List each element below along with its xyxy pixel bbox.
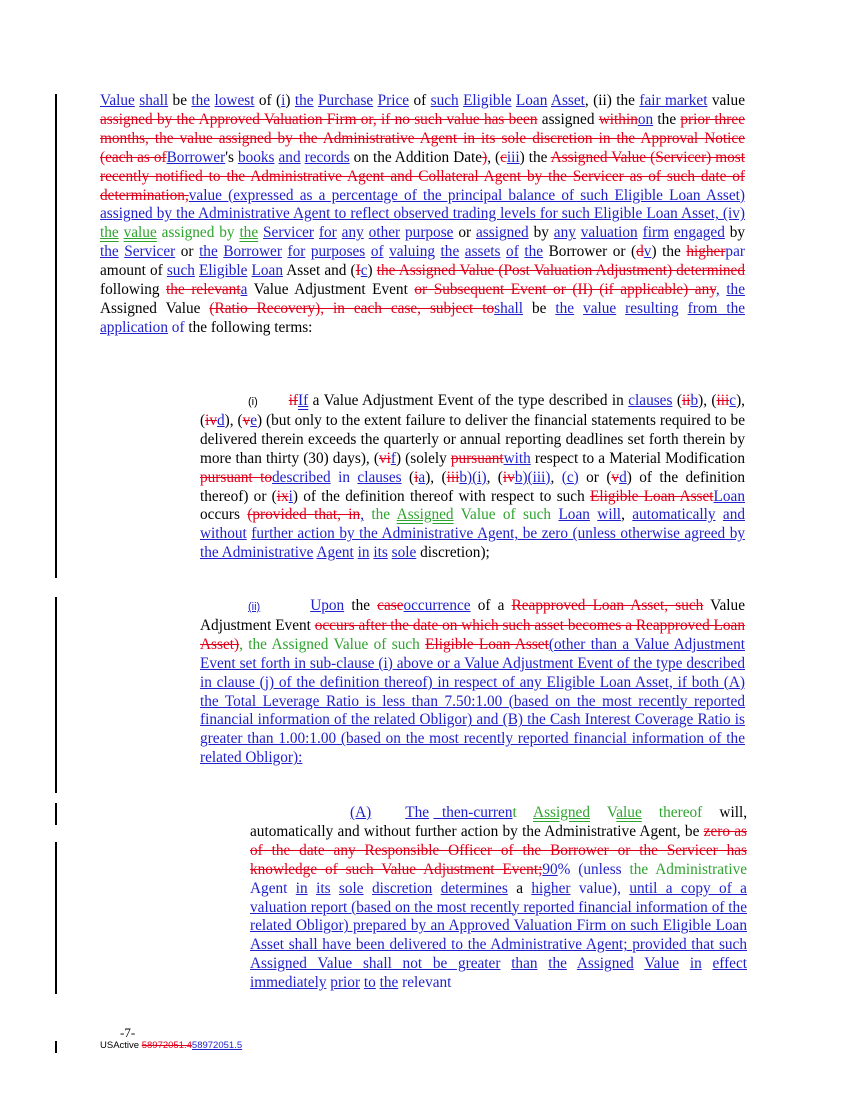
item-number: (i) — [248, 396, 258, 408]
document-id — [100, 1040, 242, 1051]
list-item: (i) ifIf a Value Adjustment Event of the type described in clauses (iib), (iiic), (ivd), (ve) (but only to the extent failure to deliver the financial statements required to be delivered therein exceeds the quarterly or annual reporting deadlines set forth therein by more than thirty (30) days), (vif) (solely pursuantwith respect to a Material Modification pursuant todescribed in clauses (ia), (iiib)(i), (ivb)(iii), (c) or (vd) of the definition thereof) or (ixi) of the definition thereof with respect to such Eligible Loan AssetLoan occurs (provided that, in, the Assigned Value of such Loan will, automatically and without further action by the Administrative Agent, be zero (unless otherwise agreed by the Administrative Agent in its sole discretion); — [200, 392, 746, 562]
doc-id-prefix: USActive — [100, 1040, 140, 1051]
doc-id-old: 58972051.4 — [141, 1040, 192, 1051]
doc-id-new: 58972051.5 — [191, 1040, 243, 1051]
change-bar — [55, 1041, 57, 1053]
change-bar — [55, 392, 57, 578]
change-bar — [55, 842, 57, 994]
sub-list-item: (A) The then-current Assigned Value thereof will, automatically and without further action by the Administrative Agent, be zero as of the date any Responsible Officer of the Borrower or the Servicer has knowledge of such Value Adjustment Event;90% (unless the Administrative Agent in its sole discretion determines a higher value), until a copy of a valuation report (based on the most recently reported financial information of the related Obligor) prepared by an Approved Valuation Firm on such Eligible Loan Asset shall have been delivered to the Administrative Agent; provided that such Assigned Value shall not be greater than the Assigned Value in effect immediately prior to the relevant — [250, 804, 748, 992]
value-definition-paragraph: Value shall be the lowest of (i) the Purchase Price of such Eligible Loan Asset, (ii) the fair market value assigned by the Approved Valuation Firm or, if no such value has been assigned withinon the prior three months, the value assigned by the Administrative Agent in its sole discretion in the Approval Notice (each as ofBorrower's books and records on the Addition Date), (ciii) the Assigned Value (Servicer) most recently notified to the Administrative Agent and Collateral Agent by the Servicer as of such date of determination,value (expressed as a percentage of the principal balance of such Eligible Loan Asset) assigned by the Administrative Agent to reflect observed trading levels for such Eligible Loan Asset, (iv) the value assigned by the Servicer for any other purpose or assigned by any valuation firm engaged by the Servicer or the Borrower for purposes of valuing the assets of the Borrower or (dv) the higherpar amount of such Eligible Loan Asset and (Ic) the Assigned Value (Post Valuation Adjustment) determined following the relevanta Value Adjustment Event or Subsequent Event or (II) (if applicable) any, the Assigned Value (Ratio Recovery), in each case, subject toshall be the value resulting from the application of the following terms: — [100, 92, 746, 336]
change-bar — [55, 803, 57, 825]
list-item: (ii) Upon the caseoccurrence of a Reapproved Loan Asset, such Value Adjustment Event occurs after the date on which such asset becomes a Reapproved Loan Asset), the Assigned Value of such Eligible Loan Asset(other than a Value Adjustment Event set forth in sub-clause (i) above or a Value Adjustment Event of the type described in clause (j) of the definition thereof) in respect of any Eligible Loan Asset, if both (A) the Total Leverage Ratio is less than 7.50:1.00 (based on the most recently reported financial information of the related Obligor) and (B) the Cash Interest Coverage Ratio is greater than 1.00:1.00 (based on the most recently reported financial information of the related Obligor): — [200, 597, 745, 767]
page-number: -7- — [120, 1025, 136, 1040]
item-number: (ii) — [248, 601, 261, 613]
change-bar — [55, 94, 57, 398]
change-bar — [55, 597, 57, 793]
